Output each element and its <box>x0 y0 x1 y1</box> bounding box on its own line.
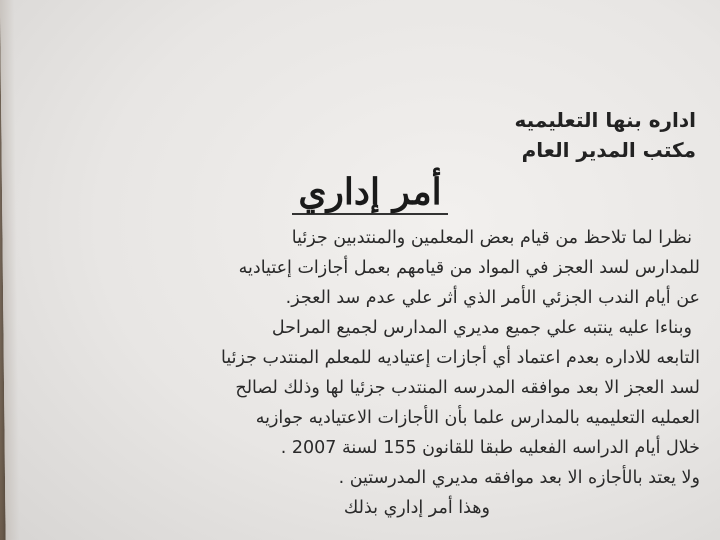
body-line-3: عن أيام الندب الجزئي الأمر الذي أثر علي عدم سد العجز. <box>285 288 700 308</box>
body-line-5: التابعه للاداره بعدم اعتماد أي أجازات إعتياديه للمعلم المنتدب جزئيا <box>221 348 700 368</box>
body-line-9: ولا يعتد بالأجازه الا بعد موافقه مديري المدرستين . <box>338 468 700 488</box>
paper-edge-shadow <box>0 0 20 540</box>
body-line-1: نظرا لما تلاحظ من قيام بعض المعلمين والمنتدبين جزئيا <box>291 228 692 248</box>
document-title-wrap <box>40 171 700 215</box>
body-line-4: وبناءا عليه ينتبه علي جميع مديري المدارس لجميع المراحل <box>271 318 692 338</box>
office-name: مكتب المدير العام <box>521 138 696 162</box>
body-line-8: خلال أيام الدراسه الفعليه طبقا للقانون 155 لسنة 2007 . <box>280 438 700 458</box>
body-line-2: للمدارس لسد العجز في المواد من قيامهم بعمل أجازات إعتياديه <box>238 258 700 278</box>
body-line-10: وهذا أمر إداري بذلك <box>343 498 490 518</box>
administrative-order-document <box>40 105 700 523</box>
body-line-6: لسد العجز الا بعد موافقه المدرسه المنتدب جزئيا لها وذلك لصالح <box>235 378 700 398</box>
directorate-name: اداره بنها التعليميه <box>514 108 696 132</box>
document-title: أمر إداري <box>292 171 447 215</box>
body-line-7: العمليه التعليميه بالمدارس علما بأن الأجازات الاعتياديه جوازيه <box>255 408 700 428</box>
